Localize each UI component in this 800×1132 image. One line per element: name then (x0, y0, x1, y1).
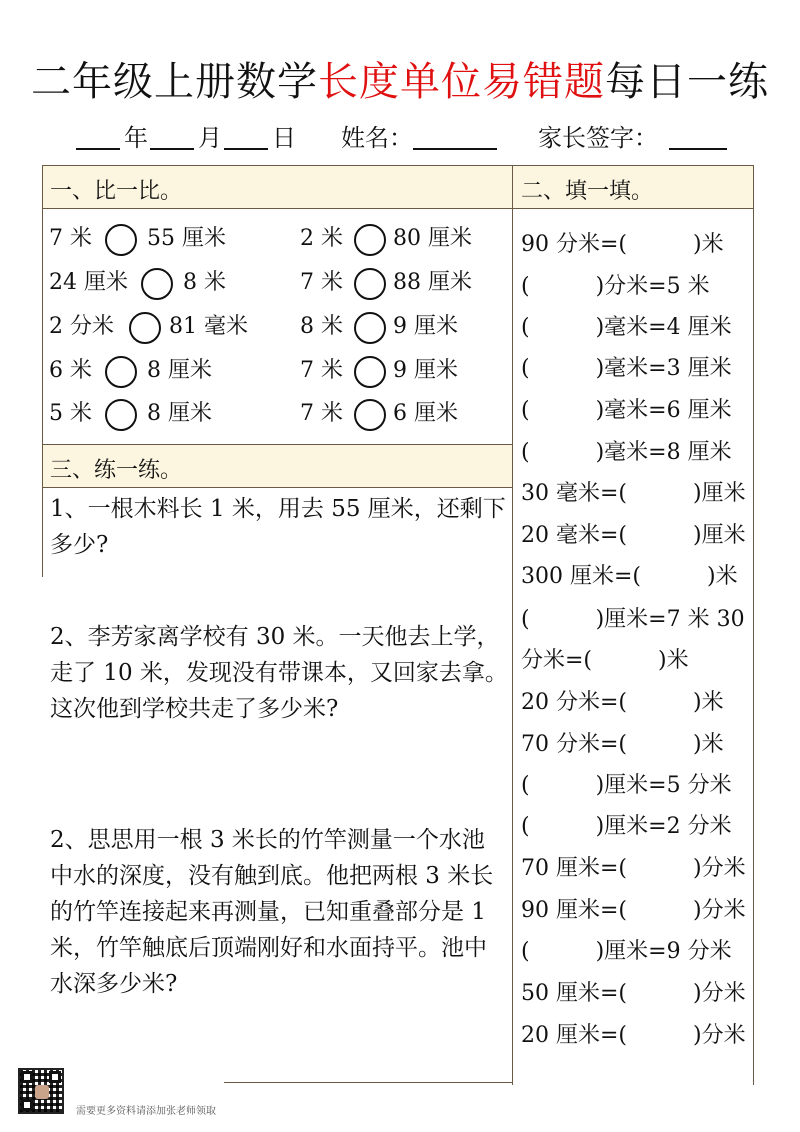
qr-corner (21, 1099, 33, 1111)
fill-blank-item[interactable]: 90 厘米=( )分米 (521, 898, 746, 923)
title-part2: 每日一练 (605, 59, 769, 105)
month-blank[interactable] (150, 148, 194, 150)
problem-line: 水深多少米? (50, 971, 178, 997)
compare-right: 8 厘米 (147, 358, 212, 383)
fill-blank-item[interactable]: ( )厘米=5 分米 (521, 773, 732, 798)
name-label: 姓名： (341, 124, 413, 152)
compare-left: 8 米 (300, 314, 343, 339)
table-top-border (42, 165, 754, 166)
compare-circle[interactable] (354, 312, 386, 344)
page-title (0, 50, 800, 107)
table-left-border (42, 165, 43, 577)
problem-line: 2、思思用一根 3 米长的竹竿测量一个水池 (50, 827, 485, 853)
fill-blank-item[interactable]: ( )厘米=2 分米 (521, 814, 732, 839)
compare-right: 55 厘米 (147, 226, 226, 251)
compare-right: 8 米 (183, 270, 226, 295)
compare-left: 6 米 (49, 358, 92, 383)
fill-blank-item[interactable]: 20 厘米=( )分米 (521, 1023, 746, 1048)
fill-blank-item[interactable]: 20 分米=( )米 (521, 690, 724, 715)
day-label: 日 (272, 124, 296, 152)
problem-line: 走了 10 米，发现没有带课本，又回家去拿。 (50, 660, 508, 686)
fill-blank-item[interactable]: 分米=( )米 (521, 648, 689, 673)
worksheet-table (42, 165, 754, 1085)
qr-corner (49, 1071, 61, 1083)
qr-corner (21, 1071, 33, 1083)
qr-avatar (35, 1085, 49, 1099)
compare-left: 24 厘米 (49, 270, 128, 295)
fill-blank-item[interactable]: ( )毫米=4 厘米 (521, 315, 732, 340)
compare-left: 7 米 (300, 358, 343, 383)
section3-top-border (42, 444, 512, 445)
problem-line: 的竹竿连接起来再测量，已知重叠部分是 1 (50, 899, 486, 925)
fill-blank-item[interactable]: 50 厘米=( )分米 (521, 981, 746, 1006)
column-divider (512, 165, 513, 1085)
compare-circle[interactable] (105, 399, 137, 431)
problem-line: 中水的深度，没有触到底。他把两根 3 米长 (50, 863, 494, 889)
word-problem-3 (50, 822, 493, 1002)
fill-blank-item[interactable]: 70 分米=( )米 (521, 732, 724, 757)
fill-blank-item[interactable]: 70 厘米=( )分米 (521, 856, 746, 881)
compare-right: 9 厘米 (393, 358, 458, 383)
compare-circle[interactable] (129, 312, 161, 344)
compare-left: 7 米 (300, 270, 343, 295)
compare-right: 80 厘米 (393, 226, 472, 251)
section3-heading: 三、练一练。 (50, 458, 183, 483)
student-info-line (76, 118, 736, 152)
problem-line: 2、李芳家离学校有 30 米。一天他去上学， (50, 624, 500, 650)
compare-right: 88 厘米 (393, 270, 472, 295)
fill-blank-item[interactable]: ( )毫米=6 厘米 (521, 398, 732, 423)
fill-blank-item[interactable]: ( )分米=5 米 (521, 274, 710, 299)
compare-right: 8 厘米 (147, 401, 212, 426)
compare-left: 2 分米 (49, 314, 114, 339)
title-part1: 二年级上册数学 (31, 59, 318, 105)
year-label: 年 (124, 124, 148, 152)
word-problem-2 (50, 619, 508, 727)
title-highlight: 长度单位易错题 (318, 59, 605, 105)
qr-code-icon[interactable] (18, 1068, 64, 1114)
day-blank[interactable] (224, 148, 268, 150)
fill-blank-item[interactable]: 20 毫米=( )厘米 (521, 523, 746, 548)
year-blank[interactable] (76, 148, 120, 150)
fill-blank-item[interactable]: ( )毫米=3 厘米 (521, 356, 732, 381)
fill-blank-item[interactable]: ( )厘米=7 米 30 (521, 607, 745, 632)
compare-circle[interactable] (354, 268, 386, 300)
section3-header-divider (42, 487, 512, 488)
fill-blank-item[interactable]: 30 毫米=( )厘米 (521, 481, 746, 506)
compare-circle[interactable] (141, 268, 173, 300)
table-right-border (753, 165, 754, 1085)
compare-circle[interactable] (354, 356, 386, 388)
compare-circle[interactable] (354, 224, 386, 256)
fill-blank-item[interactable]: 90 分米=( )米 (521, 232, 724, 257)
compare-circle[interactable] (105, 224, 137, 256)
month-label: 月 (198, 124, 222, 152)
fill-blank-item[interactable]: ( )厘米=9 分米 (521, 939, 732, 964)
compare-right: 6 厘米 (393, 401, 458, 426)
compare-right: 81 毫米 (169, 314, 248, 339)
parent-signature-blank[interactable] (669, 148, 727, 150)
footer (18, 1068, 278, 1118)
footer-note: 需要更多资料请添加张老师领取 (76, 1106, 216, 1117)
section1-heading: 一、比一比。 (50, 179, 183, 204)
problem-line: 这次他到学校共走了多少米? (50, 696, 339, 722)
problem-line: 1、一根木料长 1 米，用去 55 厘米，还剩下 (50, 496, 506, 522)
compare-circle[interactable] (354, 399, 386, 431)
fill-blank-item[interactable]: 300 厘米=( )米 (521, 564, 738, 589)
parent-signature-label: 家长签字： (538, 124, 658, 152)
fill-blank-item[interactable]: ( )毫米=8 厘米 (521, 440, 732, 465)
compare-left: 7 米 (49, 226, 92, 251)
problem-line: 米，竹竿触底后顶端刚好和水面持平。池中 (50, 935, 487, 961)
section2-heading: 二、填一填。 (521, 179, 654, 204)
compare-right: 9 厘米 (393, 314, 458, 339)
header-divider (42, 208, 754, 209)
compare-left: 7 米 (300, 401, 343, 426)
word-problem-1 (50, 491, 506, 563)
compare-left: 2 米 (300, 226, 343, 251)
compare-circle[interactable] (105, 356, 137, 388)
compare-left: 5 米 (49, 401, 92, 426)
problem-line: 多少? (50, 532, 109, 558)
name-blank[interactable] (413, 148, 497, 150)
